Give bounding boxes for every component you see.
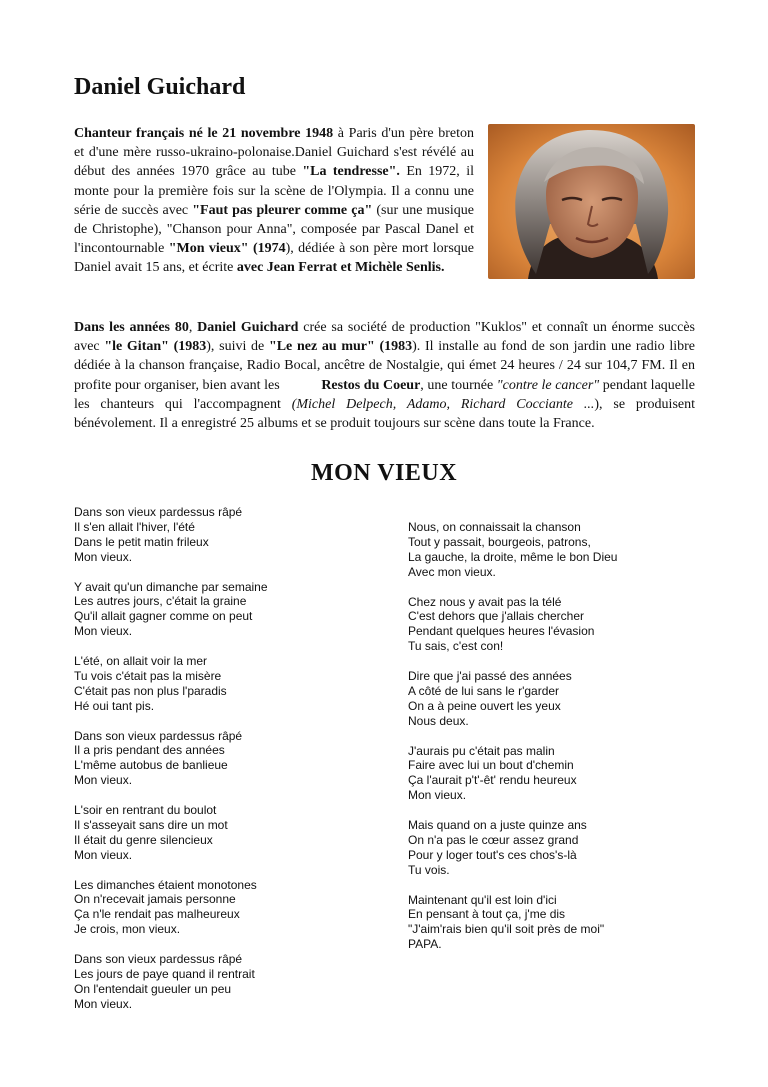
lyrics-line: Nous deux. — [408, 713, 469, 728]
bio-bold-song: "La tendresse". — [302, 164, 400, 180]
lyrics-line: Il a pris pendant des années — [74, 743, 225, 758]
lyrics-line: Tu sais, c'est con! — [408, 639, 504, 654]
lyrics-line: Qu'il allait gagner comme on peut — [74, 609, 253, 624]
bio-text: ), dédiée à son père mort lorsque Daniel avait 15 ans, et écrite — [74, 241, 474, 276]
lyrics-stanza — [74, 952, 384, 1012]
portrait-photo — [488, 124, 695, 279]
lyrics-left-column — [74, 505, 384, 1027]
lyrics-line: Mon vieux. — [74, 549, 133, 564]
lyrics-line: Les jours de paye quand il rentrait — [74, 967, 255, 981]
lyrics-line: J'aurais pu c'était pas malin — [408, 743, 555, 758]
lyrics-line: La gauche, la droite, même le bon Dieu — [408, 549, 618, 564]
bio-text: En 1972, il monte pour la première fois sur la scène de l'Olympia. Il a connu une série de succès avec — [74, 164, 474, 218]
lyrics-stanza — [74, 654, 384, 714]
bio-text: ), se produisent bénévolement. Il a enregistré 25 albums et se produit toujours sur scène dans toute la France. — [74, 396, 695, 432]
lyrics-stanza — [74, 580, 384, 640]
lyrics-line: Pour y loger tout's ces chos's-là — [408, 847, 577, 862]
bio-bold-birth: Chanteur français né le 21 novembre 1948 — [74, 126, 334, 141]
lyrics-line: On n'a pas le cœur assez grand — [408, 832, 579, 847]
lyrics-line: Ça l'aurait p't'-êt' rendu heureux — [408, 773, 577, 788]
biography-eighties — [74, 318, 695, 433]
lyrics-stanza — [408, 669, 708, 729]
bio-bold-song: "Le nez au mur" (1983 — [268, 339, 413, 355]
lyrics-stanza — [74, 505, 384, 565]
lyrics-line: Mon vieux. — [74, 847, 133, 862]
bio-italic-singers: (Michel Delpech, Adamo, Richard Cocciante ... — [291, 396, 595, 412]
lyrics-line: "J'aim'rais bien qu'il soit près de moi" — [408, 922, 605, 937]
lyrics-line: Tout y passait, bourgeois, patrons, — [408, 534, 591, 549]
lyrics-line: Tu vois. — [408, 862, 450, 877]
bio-bold-decade: Dans les années 80 — [74, 320, 189, 335]
lyrics-line: Chez nous y avait pas la télé — [408, 594, 562, 609]
lyrics-line: Hé oui tant pis. — [74, 698, 155, 713]
lyrics-line: Mon vieux. — [74, 773, 133, 788]
lyrics-stanza — [408, 818, 708, 878]
lyrics-line: C'était pas non plus l'paradis — [74, 683, 227, 698]
lyrics-stanza — [408, 893, 708, 953]
lyrics-line: Mon vieux. — [74, 624, 133, 639]
lyrics-line: L'été, on allait voir la mer — [74, 654, 208, 669]
bio-text: crée sa société de production "Kuklos" et connaît un énorme succès avec — [74, 320, 695, 355]
lyrics-line: L'même autobus de banlieue — [74, 758, 228, 773]
lyrics-stanza — [408, 520, 708, 580]
lyrics-line: Il s'asseyait sans dire un mot — [74, 817, 228, 832]
lyrics-stanza — [74, 803, 384, 863]
lyrics-line: Je crois, mon vieux. — [74, 922, 181, 937]
lyrics-line: On l'entendait gueuler un peu — [74, 981, 232, 996]
lyrics-line: Avec mon vieux. — [408, 564, 496, 579]
bio-text: , — [188, 320, 198, 335]
lyrics-line: Il s'en allait l'hiver, l'été — [74, 519, 195, 534]
lyrics-line: Y avait qu'un dimanche par semaine — [74, 579, 268, 594]
bio-bold-song: "le Gitan" (1983 — [104, 339, 207, 355]
lyrics-stanza — [74, 878, 384, 938]
lyrics-stanza — [74, 729, 384, 789]
lyrics-line: A côté de lui sans le r'garder — [408, 683, 560, 698]
lyrics-line: Dans son vieux pardessus râpé — [74, 505, 243, 519]
lyrics-line: Nous, on connaissait la chanson — [408, 520, 581, 534]
page-title: Daniel Guichard — [74, 74, 246, 100]
lyrics-line: PAPA. — [408, 937, 442, 952]
bio-text: , une tournée — [420, 377, 497, 393]
bio-text: (sur une musique de Christophe), "Chanson pour Anna", composée par Pascal Danel et l'incontournable — [74, 202, 474, 257]
lyrics-line: Dans son vieux pardessus râpé — [74, 952, 243, 967]
bio-text: pendant laquelle les chanteurs qui l'accompagnent — [74, 377, 695, 412]
lyrics-line: Faire avec lui un bout d'chemin — [408, 758, 574, 773]
lyrics-line: Les autres jours, c'était la graine — [74, 594, 247, 609]
lyrics-line: Maintenant qu'il est loin d'ici — [408, 892, 557, 907]
bio-italic-tour: "contre le cancer" — [496, 377, 600, 393]
bio-bold-charity: Restos du Coeur — [321, 377, 421, 393]
portrait-illustration — [488, 124, 695, 279]
lyrics-stanza — [408, 744, 708, 804]
bio-bold-song: "Faut pas pleurer comme ça" — [192, 202, 373, 218]
lyrics-line: L'soir en rentrant du boulot — [74, 803, 217, 818]
lyrics-line: On n'recevait jamais personne — [74, 892, 236, 907]
lyrics-line: Mon vieux. — [408, 788, 467, 803]
bio-text: ). Il installe au fond de son jardin une radio libre dédiée à la chanson française, Radio Bocal, ancêtre de Nostalgie, qui émet 24 heures / 24 sur 104,7 FM. Il en profite pour organiser, bien avant les — [74, 339, 695, 393]
lyrics-line: Tu vois c'était pas la misère — [74, 668, 222, 683]
lyrics-right-column — [408, 520, 708, 967]
bio-bold-name: Daniel Guichard — [197, 320, 299, 335]
lyrics-line: Pendant quelques heures l'évasion — [408, 624, 595, 639]
song-title: MON VIEUX — [310, 460, 458, 486]
bio-bold-song: "Mon vieux" (1974 — [168, 241, 286, 257]
lyrics-line: Mon vieux. — [74, 996, 133, 1011]
bio-text: ), suivi de — [206, 339, 269, 355]
lyrics-line: Dire que j'ai passé des années — [408, 669, 572, 684]
lyrics-line: Mais quand on a juste quinze ans — [408, 818, 587, 833]
lyrics-line: C'est dehors que j'allais chercher — [408, 609, 585, 624]
lyrics-line: Ça n'le rendait pas malheureux — [74, 907, 240, 922]
bio-text: à Paris d'un père breton et d'une mère russo-ukraino-polonaise.Daniel Guichard s'est révélé au début des années 1970 grâce au tube — [74, 126, 475, 180]
lyrics-line: Il était du genre silencieux — [74, 832, 213, 847]
lyrics-line: Les dimanches étaient monotones — [74, 877, 257, 892]
lyrics-stanza — [408, 595, 708, 655]
lyrics-line: Dans son vieux pardessus râpé — [74, 728, 243, 743]
bio-bold-authors: avec Jean Ferrat et Michèle Senlis. — [236, 260, 445, 276]
biography-intro — [74, 124, 474, 278]
lyrics-line: On a à peine ouvert les yeux — [408, 698, 561, 713]
lyrics-line: Dans le petit matin frileux — [74, 534, 209, 549]
lyrics-line: En pensant à tout ça, j'me dis — [408, 907, 566, 922]
